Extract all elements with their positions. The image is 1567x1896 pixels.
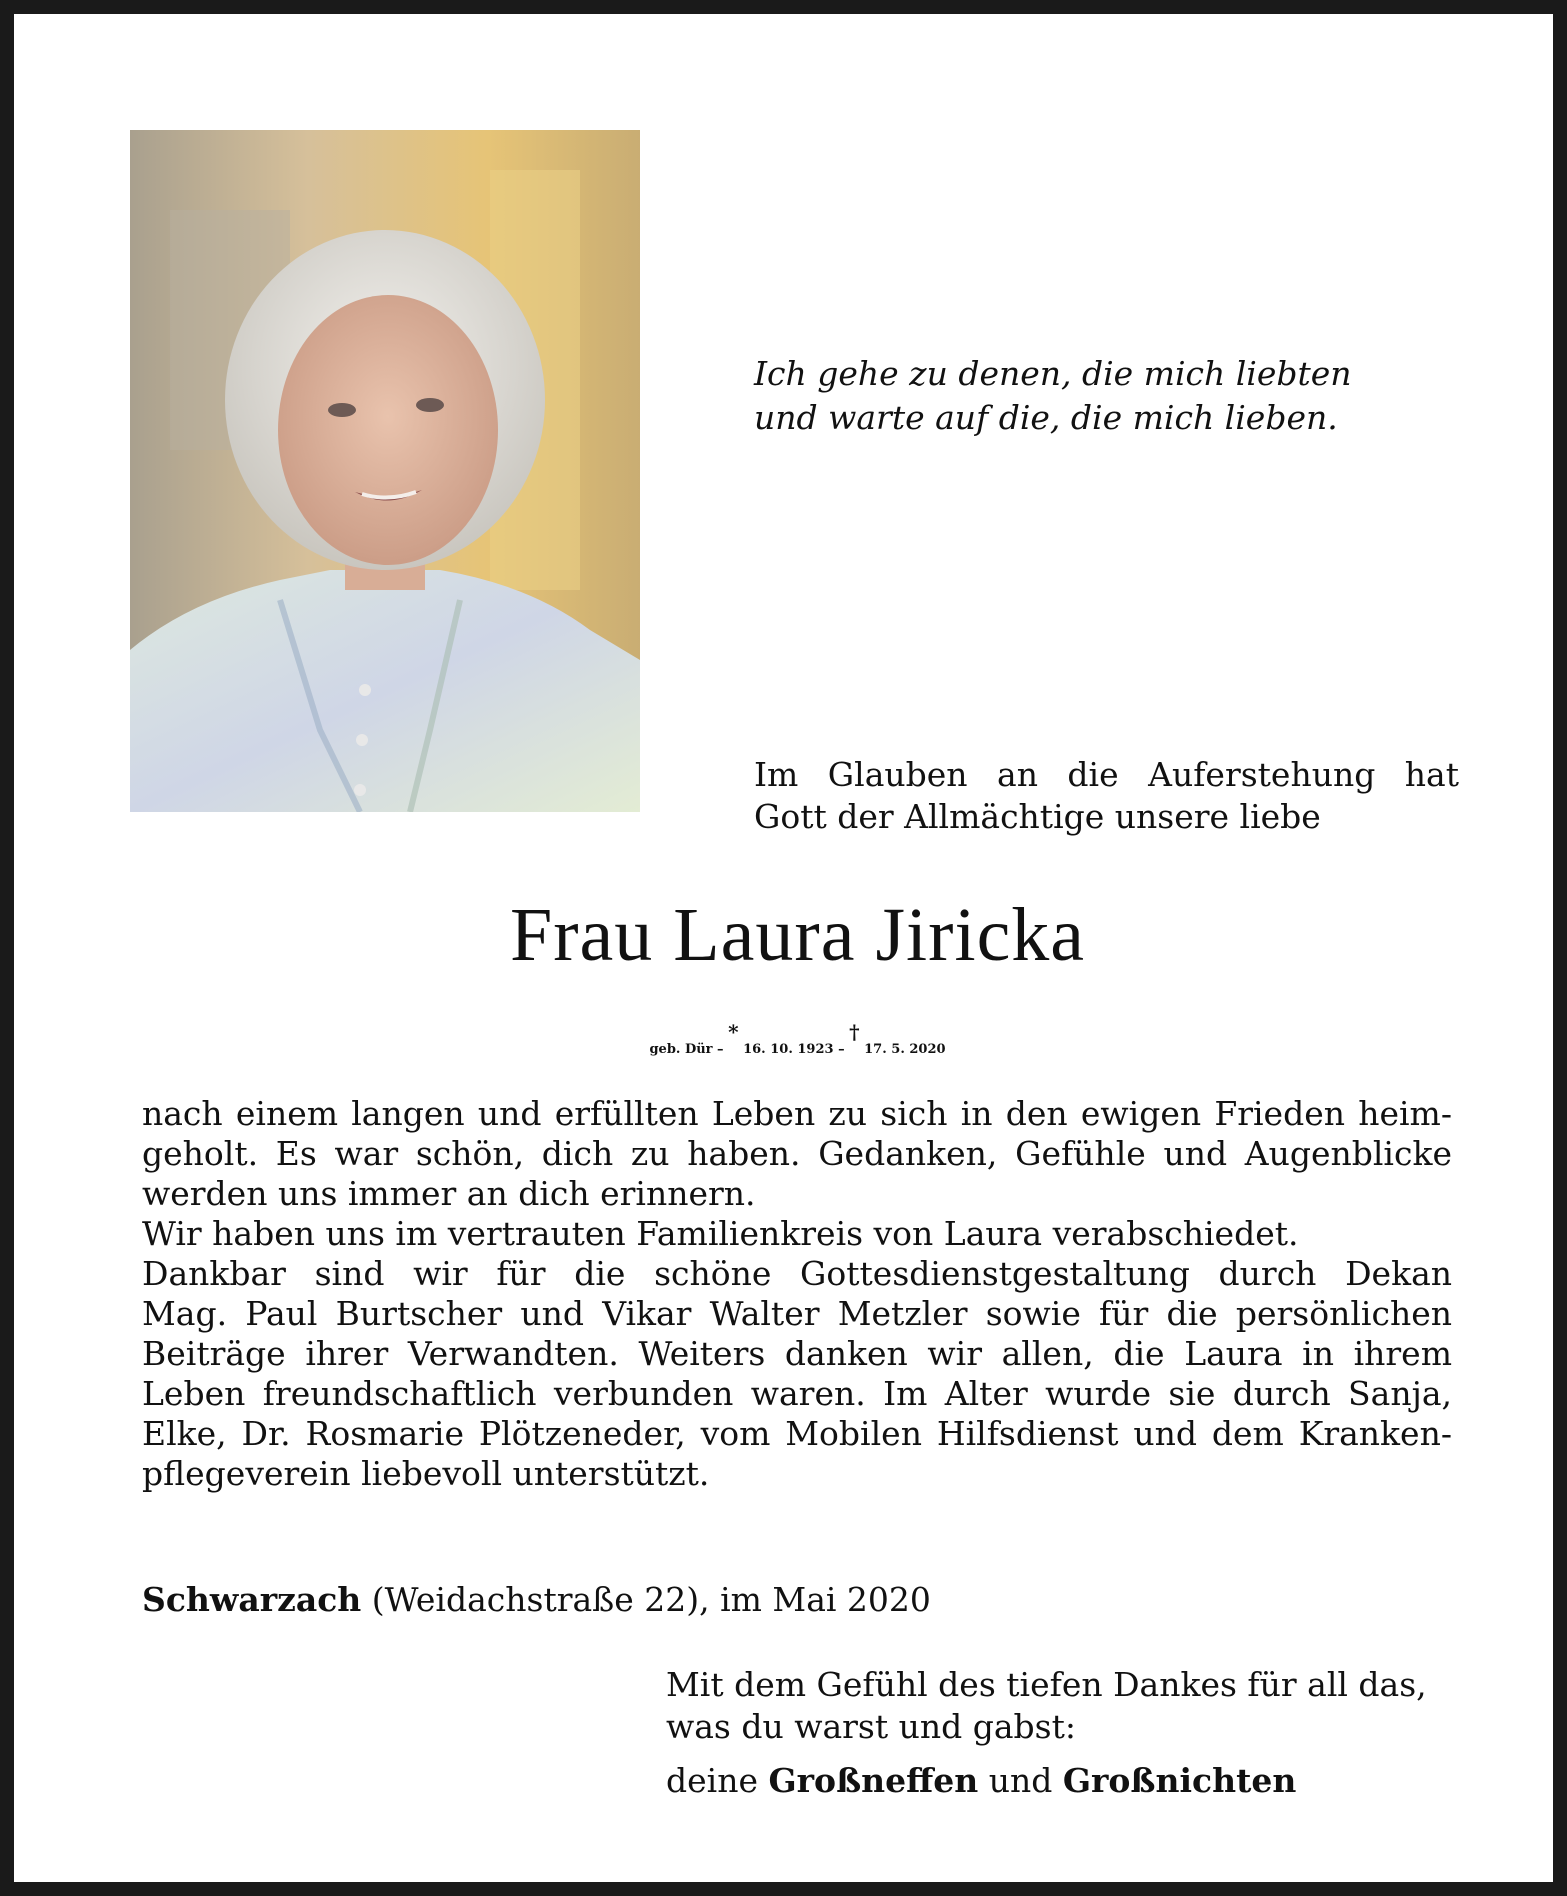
body-line: Leben freundschaftlich verbunden waren. Im Alter wurde sie durch Sanja, — [142, 1374, 1452, 1413]
life-dates — [14, 1010, 1567, 1072]
body-line: geholt. Es war schön, dich zu haben. Gedanken, Gefühle und Augenblicke — [142, 1134, 1452, 1173]
body-line: werden uns immer an dich erinnern. — [142, 1174, 756, 1213]
body-line: nach einem langen und erfüllten Leben zu sich in den ewigen Frieden heim- — [142, 1094, 1452, 1133]
place-and-date — [142, 1578, 931, 1622]
portrait-photo — [130, 130, 640, 812]
birth-date: 16. 10. 1923 – — [743, 1042, 845, 1057]
motto-quote — [754, 352, 1352, 440]
intro-line: Im Glauben an die Auferstehung hat — [754, 755, 1459, 794]
intro-line: Gott der Allmächtige unsere liebe — [754, 797, 1321, 836]
closing-line: Mit dem Gefühl des tiefen Dankes für all das, — [666, 1665, 1427, 1704]
signature-group: Großnichten — [1062, 1761, 1297, 1800]
body-line: Elke, Dr. Rosmarie Plötzeneder, vom Mobilen Hilfsdienst und dem Kranken- — [142, 1414, 1452, 1453]
intro-text — [754, 754, 1459, 838]
place-town: Schwarzach — [142, 1580, 362, 1619]
body-line: Wir haben uns im vertrauten Familienkreis von Laura verabschiedet. — [142, 1214, 1299, 1253]
body-line: Beiträge ihrer Verwandten. Weiters danken wir allen, die Laura in ihrem — [142, 1334, 1452, 1373]
portrait-illustration — [130, 130, 640, 812]
motto-line: und warte auf die, die mich lieben. — [754, 398, 1338, 437]
deceased-name: Frau Laura Jiricka — [509, 893, 1086, 977]
closing-text — [666, 1664, 1427, 1802]
body-line: pflegeverein liebevoll unterstützt. — [142, 1454, 710, 1493]
signature-group: Großneffen — [768, 1761, 979, 1800]
place-address-date: (Weidachstraße 22), im Mai 2020 — [361, 1580, 931, 1619]
birth-mark: * — [728, 1020, 739, 1044]
signature-prefix: deine — [666, 1761, 769, 1800]
closing-line: was du warst und gabst: — [666, 1707, 1076, 1746]
obituary-body — [142, 1094, 1452, 1494]
body-line: Mag. Paul Burtscher und Vikar Walter Metzler sowie für die persönlichen — [142, 1294, 1452, 1333]
motto-line: Ich gehe zu denen, die mich liebten — [754, 354, 1352, 393]
death-mark: † — [849, 1020, 860, 1044]
death-date: 17. 5. 2020 — [864, 1042, 946, 1057]
maiden-name: geb. Dür – — [649, 1042, 724, 1057]
body-line: Dankbar sind wir für die schöne Gottesdienstgestaltung durch Dekan — [142, 1254, 1452, 1293]
signature-line — [666, 1760, 1427, 1802]
signature-and: und — [978, 1761, 1063, 1800]
